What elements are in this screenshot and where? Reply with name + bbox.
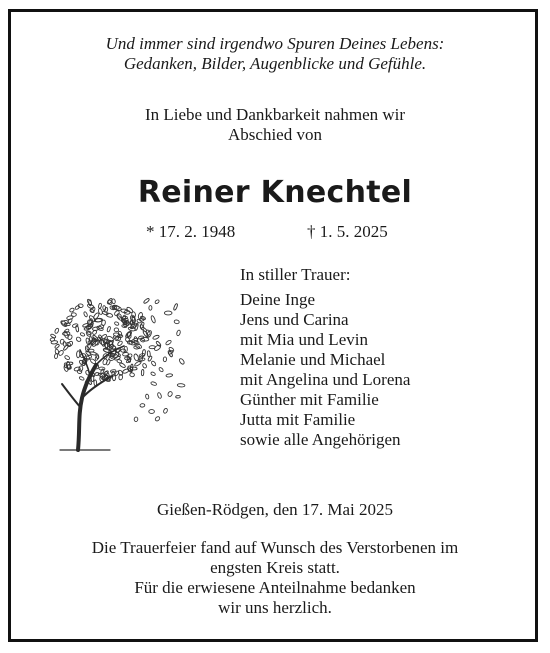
leaf	[126, 306, 134, 313]
leaf	[163, 357, 166, 362]
leaf	[60, 339, 64, 344]
leaf	[114, 328, 118, 332]
leaf	[76, 351, 79, 358]
leaf	[50, 334, 56, 339]
leaf	[157, 392, 162, 399]
leaf	[121, 349, 126, 352]
leaf	[176, 395, 181, 398]
leaf	[98, 303, 102, 308]
mourner-4: Melanie und Michael	[240, 350, 386, 369]
mourner-6: Günther mit Familie	[240, 390, 379, 409]
leaf	[89, 308, 94, 313]
mourner-2: Jens und Carina	[240, 310, 349, 329]
leaf	[134, 417, 138, 422]
leaf	[78, 366, 83, 372]
intro-line-1: In Liebe und Dankbarkeit nahmen wir	[144, 105, 406, 124]
memorial-quote	[0, 34, 550, 74]
mourner-5: mit Angelina und Lorena	[240, 370, 411, 389]
deceased-name: Reiner Knechtel	[137, 175, 413, 210]
leaf	[164, 311, 172, 315]
thanks-line-2: wir uns herzlich.	[218, 598, 332, 617]
leaf	[107, 326, 111, 332]
leaf	[147, 351, 150, 357]
leaf	[149, 306, 152, 311]
quote-line-1: Und immer sind irgendwo Spuren Deines Lebens:	[105, 34, 445, 53]
leaf	[76, 336, 82, 342]
leaf	[142, 363, 147, 369]
quote-line-2: Gedanken, Bilder, Augenblicke und Gefühle.	[123, 54, 427, 73]
leaf	[54, 344, 59, 349]
tree-illustration	[40, 280, 190, 455]
leaf	[140, 403, 145, 407]
leaf	[87, 303, 95, 309]
tree-leaves	[50, 298, 185, 422]
mourners-heading: In stiller Trauer:	[240, 265, 351, 284]
leaf	[141, 369, 144, 375]
note-line-1: Die Trauerfeier fand auf Wunsch des Verstorbenen im	[91, 538, 459, 557]
leaf	[152, 335, 159, 340]
leaf	[154, 299, 159, 304]
leaf	[119, 362, 126, 368]
mourners-list	[240, 265, 410, 450]
leaf	[142, 349, 146, 355]
note-line-2: engsten Kreis statt.	[210, 558, 340, 577]
leaf	[149, 410, 155, 414]
leaf	[165, 340, 172, 346]
thanks-text	[0, 578, 550, 618]
leaf	[141, 337, 149, 341]
intro-text	[0, 105, 550, 145]
leaf	[64, 355, 70, 360]
birth-date: * 17. 2. 1948	[146, 222, 236, 241]
mourner-3: mit Mia und Levin	[240, 330, 368, 349]
leaf	[145, 394, 149, 399]
leaf	[150, 381, 156, 386]
mourner-1: Deine Inge	[240, 290, 316, 309]
leaf	[179, 358, 186, 365]
leaf	[143, 298, 150, 304]
leaf	[79, 376, 85, 381]
leaf	[80, 332, 85, 337]
leaf	[167, 391, 173, 397]
leaf	[54, 328, 59, 334]
death-date: † 1. 5. 2025	[307, 222, 388, 241]
mourner-8: sowie alle Angehörigen	[240, 430, 401, 449]
leaf	[166, 373, 173, 377]
leaf	[114, 321, 119, 326]
funeral-note	[0, 538, 550, 578]
mourner-7: Jutta mit Familie	[240, 410, 356, 429]
leaf	[117, 340, 123, 346]
leaf	[158, 367, 163, 373]
leaf	[83, 311, 88, 317]
intro-line-2: Abschied von	[228, 125, 322, 144]
leaf	[168, 347, 174, 352]
thanks-line-1: Für die erwiesene Anteilnahme bedanken	[134, 578, 416, 597]
leaf	[67, 318, 72, 324]
leaf	[149, 346, 155, 349]
leaf	[173, 303, 178, 310]
leaf	[177, 383, 185, 387]
leaf	[150, 315, 156, 323]
leaf	[174, 320, 180, 324]
leaf	[150, 371, 155, 376]
leaf	[104, 307, 108, 312]
leaf	[129, 372, 134, 377]
leaf	[69, 307, 75, 312]
place-and-date: Gießen-Rödgen, den 17. Mai 2025	[156, 500, 394, 519]
leaf	[151, 360, 157, 366]
leaf	[163, 408, 168, 414]
leaf	[176, 330, 181, 336]
leaf	[133, 353, 139, 361]
tree-trunk	[60, 346, 124, 450]
leaf	[155, 416, 161, 422]
